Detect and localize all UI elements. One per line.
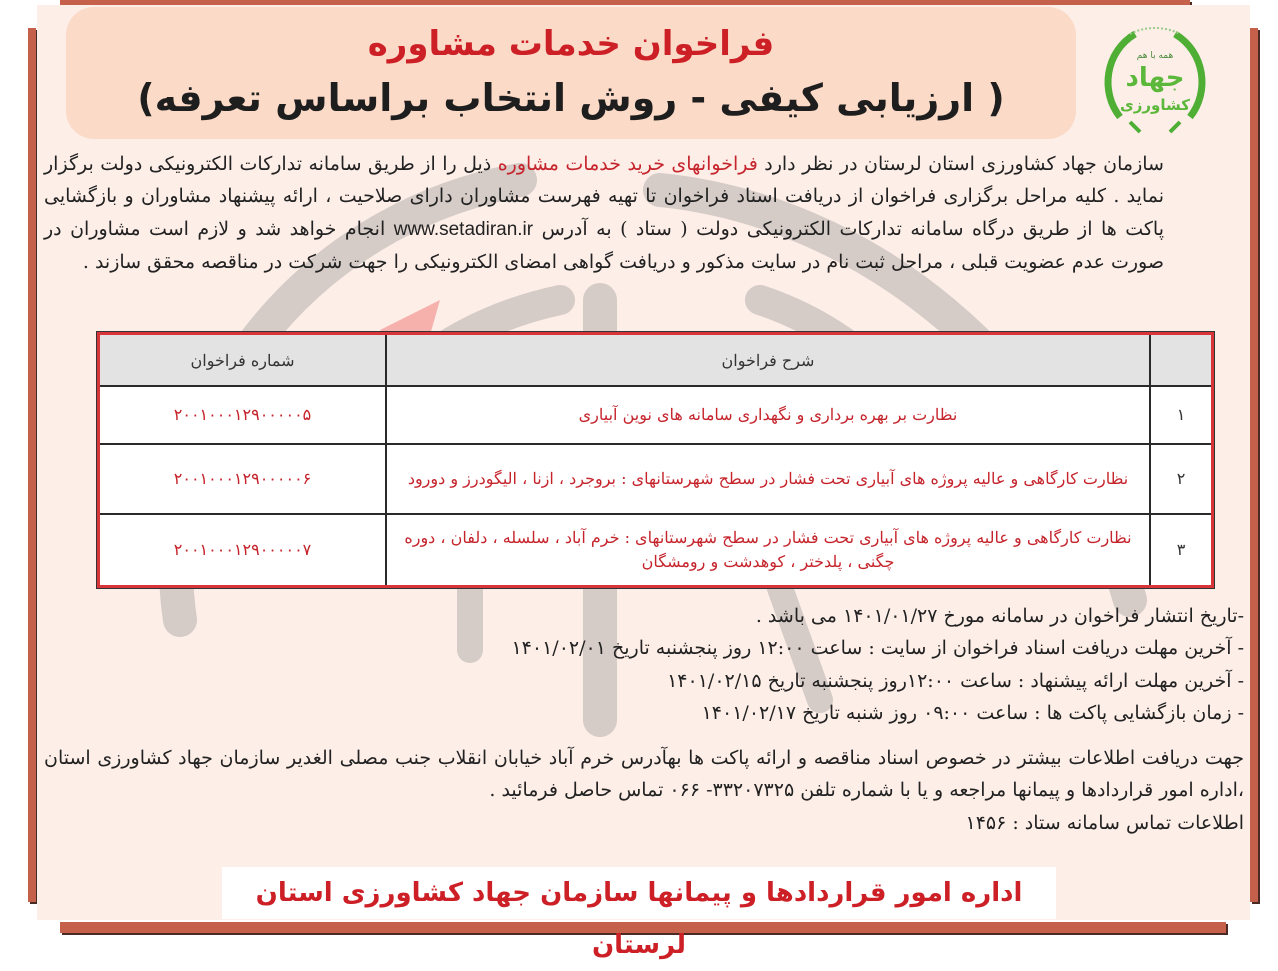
date-proposal-deadline: - آخرین مهلت ارائه پیشنهاد : ساعت ۱۲:۰۰روز پنجشنبه تاریخ ۱۴۰۱/۰۲/۱۵ [667,669,1244,692]
setadiran-link[interactable]: www.setadiran.ir [393,218,534,240]
page-title: فراخوان خدمات مشاوره [367,24,775,64]
intro-text-2: ذیل را از طریق سامانه تدارکات الکترونیکی دولت برگزار نماید . کلیه مراحل برگزاری فراخوان از دریافت اسناد فراخوان تا تهیه فهرست مشاوران دارای صلاحیت ، ارائه پیشنهاد مشاوران و بازگشایی پاکت ها از طریق درگاه سامانه تدارکات الکترونیکی دولت ( ستاد ) به آدرس [44,153,1164,240]
frame-left-bar [28,28,36,902]
svg-text:جهاد: جهاد [1125,63,1185,93]
contact-info [44,742,1244,839]
row-index: ۳ [1150,514,1213,586]
row-index: ۱ [1150,386,1213,444]
footer-signature: اداره امور قراردادها و پیمانها سازمان جهاد کشاورزی استان لرستان [222,867,1056,919]
contact-text: اطلاعات تماس سامانه ستاد : ۱۴۵۶ [965,811,1244,834]
jahad-keshavarzi-logo-icon [1100,22,1210,142]
date-opening: - زمان بازگشایی پاکت ها : ساعت ۰۹:۰۰ روز شنبه تاریخ ۱۴۰۱/۰۲/۱۷ [701,702,1244,725]
svg-text:همه با هم: همه با هم [1136,51,1174,61]
date-docs-deadline: - آخرین مهلت دریافت اسناد فراخوان از سایت : ساعت ۱۲:۰۰ روز پنجشنبه تاریخ ۱۴۰۱/۰۲/۰۱ [511,637,1244,660]
intro-highlight: فراخوانهای خرید خدمات مشاوره [497,153,758,175]
calls-table [97,332,1214,588]
row-description: نظارت بر بهره برداری و نگهداری سامانه های نوین آبیاری [386,386,1150,444]
intro-text-3: انجام خواهد شد و لازم است مشاوران در صورت عدم عضویت قبلی ، مراحل ثبت نام در سایت مذکور و دریافت گواهی امضای الکترونیکی را جهت شرکت در مناقصه محقق سازند . [44,217,1164,274]
page-subtitle: ( ارزیابی کیفی - روش انتخاب براساس تعرفه) [137,76,1005,120]
row-call-number: ۲۰۰۱۰۰۰۱۲۹۰۰۰۰۰۵ [99,386,387,444]
row-call-number: ۲۰۰۱۰۰۰۱۲۹۰۰۰۰۰۶ [99,444,387,514]
row-call-number: ۲۰۰۱۰۰۰۱۲۹۰۰۰۰۰۷ [99,514,387,586]
header-row-number [1150,334,1213,387]
table-row [99,514,1213,586]
row-index: ۲ [1150,444,1213,514]
address-text: جهت دریافت اطلاعات بیشتر در خصوص اسناد مناقصه و ارائه پاکت ها بهآدرس خرم آباد خیابان انقلاب جنب مصلی الغدیر سازمان جهاد کشاورزی استان ،اداره امور قراردادها و پیمانها مراجعه و یا با شماره تلفن ۳۳۲۰۷۳۲۵- ۰۶۶ تماس حاصل فرمائید . [44,747,1244,802]
intro-text-1: سازمان جهاد کشاورزی استان لرستان در نظر دارد [757,153,1164,175]
table-row [99,444,1213,514]
date-publish: -تاریخ انتشار فراخوان در سامانه مورخ ۱۴۰۱/۰۱/۲۷ می باشد . [755,605,1244,627]
header-call-number: شماره فراخوان [99,334,387,387]
row-description: نظارت کارگاهی و عالیه پروژه های آبیاری تحت فشار در سطح شهرستانهای : خرم آباد ، سلسله ، دلفان ، دوره چگنی ، پلدختر ، کوهدشت و رومشگان [386,514,1150,586]
dates-list [44,600,1244,730]
row-description: نظارت کارگاهی و عالیه پروژه های آبیاری تحت فشار در سطح شهرستانهای : بروجرد ، ازنا ، الیگودرز و دورود [386,444,1150,514]
frame-right-bar [1250,28,1258,902]
intro-paragraph [44,148,1244,279]
table-header-row [99,334,1213,387]
table-row [99,386,1213,444]
svg-text:کشاورزی: کشاورزی [1120,96,1190,114]
header-description: شرح فراخوان [386,334,1150,387]
title-box [66,7,1076,139]
